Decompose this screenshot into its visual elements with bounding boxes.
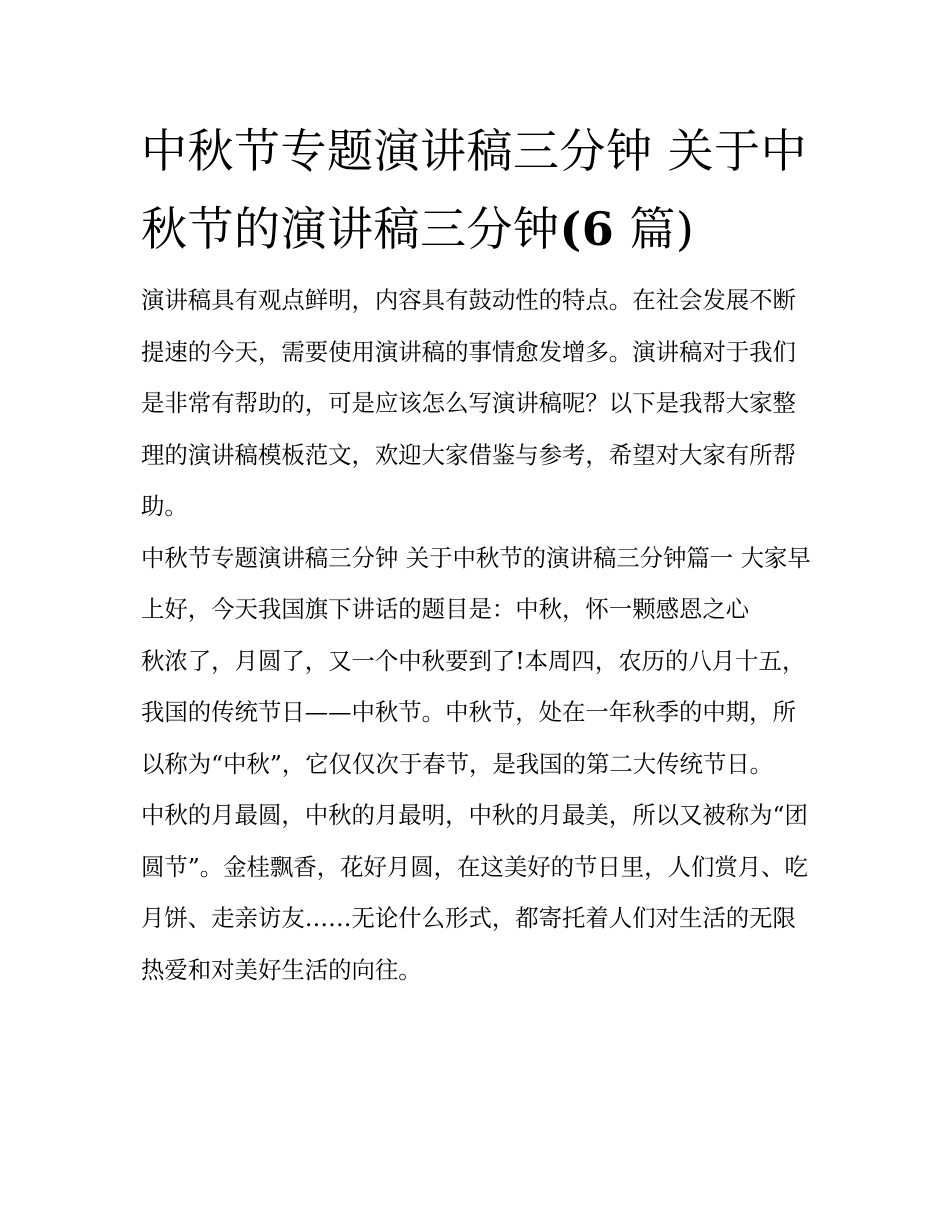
document-title-count: (6 [559,202,615,256]
document-title-text: 中秋节专题演讲稿三分钟 关于中秋节的演讲稿三分钟 [141,124,808,256]
intro-paragraph: 演讲稿具有观点鲜明，内容具有鼓动性的特点。在社会发展不断提速的今天，需要使用演讲稿的事情愈发增多。演讲稿对于我们是非常有帮助的，可是应该怎么写演讲稿呢？以下是我帮大家整理的演讲稿模板范文，欢迎大家借鉴与参考，希望对大家有所帮助。 [141,286,796,520]
document-title [141,112,813,268]
document-title-suffix: 篇) [614,202,695,256]
body-paragraph-moon: 中秋的月最圆，中秋的月最明，中秋的月最美，所以又被称为“团圆节”。金桂飘香，花好月圆，在这美好的节日里，人们赏月、吃月饼、走亲访友……无论什么形式，都寄托着人们对生活的无限热爱和对美好生活的向往。 [141,801,808,984]
speech-heading-paragraph: 中秋节专题演讲稿三分钟 关于中秋节的演讲稿三分钟篇一 大家早上好，今天我国旗下讲话的题目是：中秋，怀一颗感恩之心 [141,543,811,623]
body-paragraph-autumn: 秋浓了，月圆了，又一个中秋要到了!本周四，农历的八月十五，我国的传统节日——中秋节。中秋节，处在一年秋季的中期，所以称为“中秋”，它仅仅次于春节，是我国的第二大传统节日。 [141,646,806,778]
document-content [141,112,813,996]
document-body [141,275,813,996]
